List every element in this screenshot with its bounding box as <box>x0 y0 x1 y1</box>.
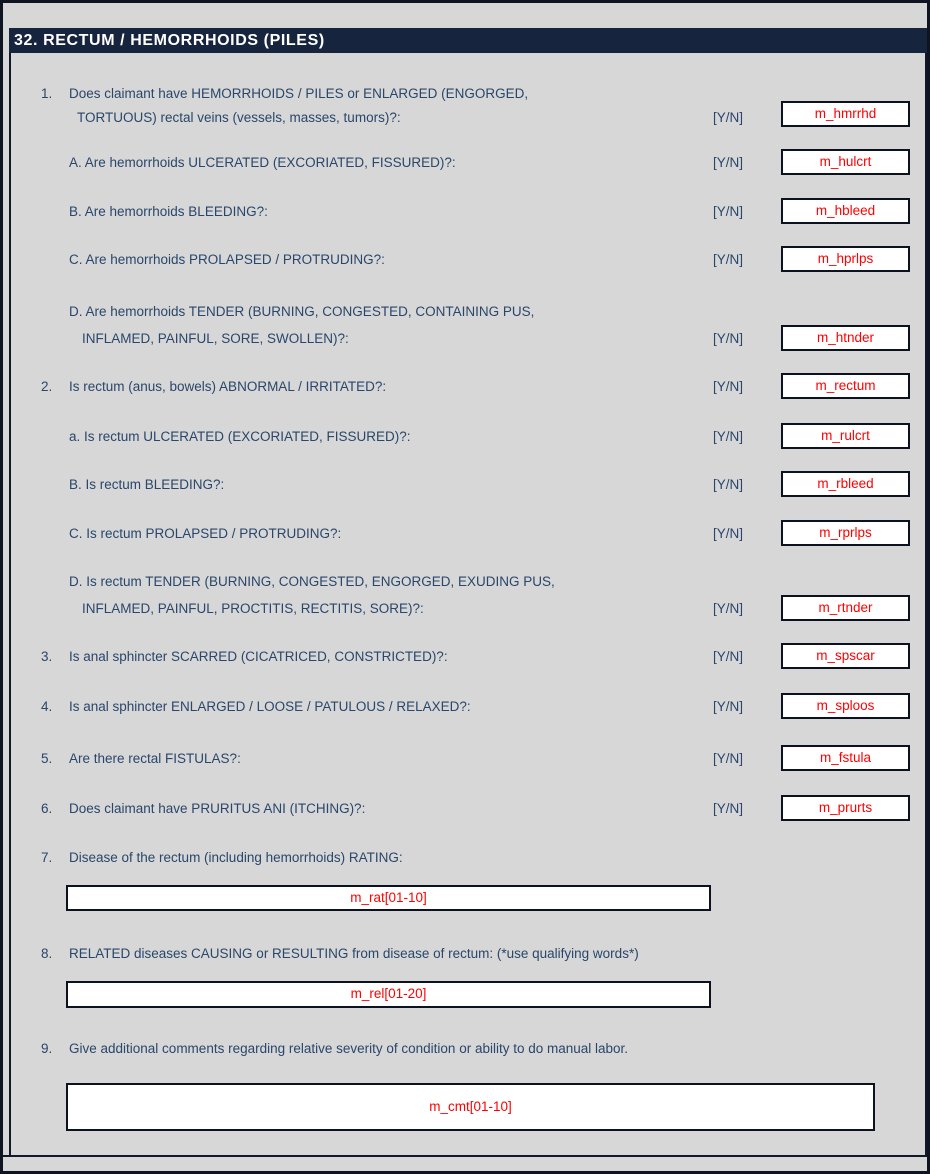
yn-label: [Y/N] <box>713 252 744 267</box>
yn-label: [Y/N] <box>713 751 744 766</box>
yn-label: [Y/N] <box>713 155 744 170</box>
question-number: 5. <box>41 751 53 766</box>
question-number: 7. <box>41 850 53 865</box>
question-text: B. Are hemorrhoids BLEEDING?: <box>69 204 268 219</box>
field-m_cmt[interactable]: m_cmt[01-10] <box>66 1083 875 1131</box>
question-number: 1. <box>41 86 53 101</box>
question-text: Give additional comments regarding relative severity of condition or ability to do manual labor. <box>69 1041 629 1056</box>
field-m_prurts[interactable]: m_prurts <box>781 795 910 821</box>
yn-label: [Y/N] <box>713 204 744 219</box>
yn-label: [Y/N] <box>713 526 744 541</box>
yn-label: [Y/N] <box>713 379 744 394</box>
question-text: C. Is rectum PROLAPSED / PROTRUDING?: <box>69 526 342 541</box>
question-text-cont: INFLAMED, PAINFUL, SORE, SWOLLEN)?: <box>82 331 349 346</box>
question-text: Disease of the rectum (including hemorrhoids) RATING: <box>69 850 403 865</box>
question-text-cont: TORTUOUS) rectal veins (vessels, masses, tumors)?: <box>77 110 401 125</box>
question-number: 2. <box>41 379 53 394</box>
question-text: D. Is rectum TENDER (BURNING, CONGESTED, ENGORGED, EXUDING PUS, <box>69 574 555 589</box>
question-text: a. Is rectum ULCERATED (EXCORIATED, FISSURED)?: <box>69 429 411 444</box>
field-m_sploos[interactable]: m_sploos <box>781 693 910 719</box>
question-number: 9. <box>41 1041 53 1056</box>
field-m_rel[interactable]: m_rel[01-20] <box>66 981 711 1008</box>
question-text: Does claimant have PRURITUS ANI (ITCHING)?: <box>69 801 366 816</box>
field-m_rprlps[interactable]: m_rprlps <box>781 520 910 546</box>
question-text: Is anal sphincter SCARRED (CICATRICED, CONSTRICTED)?: <box>69 649 448 664</box>
field-m_hbleed[interactable]: m_hbleed <box>781 198 910 224</box>
question-text: B. Is rectum BLEEDING?: <box>69 477 225 492</box>
yn-label: [Y/N] <box>713 601 744 616</box>
field-m_spscar[interactable]: m_spscar <box>781 643 910 669</box>
field-m_rulcrt[interactable]: m_rulcrt <box>781 423 910 449</box>
question-text: Is rectum (anus, bowels) ABNORMAL / IRRITATED?: <box>69 379 387 394</box>
field-m_hulcrt[interactable]: m_hulcrt <box>781 149 910 175</box>
field-m_fstula[interactable]: m_fstula <box>781 745 910 771</box>
field-m_htnder[interactable]: m_htnder <box>781 325 910 351</box>
question-text: D. Are hemorrhoids TENDER (BURNING, CONGESTED, CONTAINING PUS, <box>69 304 535 319</box>
field-m_hprlps[interactable]: m_hprlps <box>781 246 910 272</box>
field-m_rbleed[interactable]: m_rbleed <box>781 471 910 497</box>
field-m_hmrrhd[interactable]: m_hmrrhd <box>781 101 910 127</box>
question-number: 4. <box>41 699 53 714</box>
question-text: RELATED diseases CAUSING or RESULTING from disease of rectum: (*use qualifying words*) <box>69 946 639 961</box>
field-m_rat[interactable]: m_rat[01-10] <box>66 885 711 911</box>
question-text: Is anal sphincter ENLARGED / LOOSE / PATULOUS / RELAXED?: <box>69 699 471 714</box>
question-text: Are there rectal FISTULAS?: <box>69 751 241 766</box>
yn-label: [Y/N] <box>713 801 744 816</box>
field-m_rtnder[interactable]: m_rtnder <box>781 595 910 621</box>
yn-label: [Y/N] <box>713 477 744 492</box>
question-text: A. Are hemorrhoids ULCERATED (EXCORIATED, FISSURED)?: <box>69 155 456 170</box>
question-text-cont: INFLAMED, PAINFUL, PROCTITIS, RECTITIS, SORE)?: <box>82 601 424 616</box>
section-header <box>9 28 927 53</box>
yn-label: [Y/N] <box>713 429 744 444</box>
question-number: 6. <box>41 801 53 816</box>
yn-label: [Y/N] <box>713 110 744 125</box>
bottom-strip <box>3 1155 927 1173</box>
yn-label: [Y/N] <box>713 649 744 664</box>
question-number: 3. <box>41 649 53 664</box>
question-text: Does claimant have HEMORRHOIDS / PILES or ENLARGED (ENGORGED, <box>69 86 529 101</box>
question-number: 8. <box>41 946 53 961</box>
field-m_rectum[interactable]: m_rectum <box>781 373 910 399</box>
question-text: C. Are hemorrhoids PROLAPSED / PROTRUDING?: <box>69 252 385 267</box>
yn-label: [Y/N] <box>713 699 744 714</box>
section-title: 32. RECTUM / HEMORRHOIDS (PILES) <box>14 32 325 49</box>
yn-label: [Y/N] <box>713 331 744 346</box>
